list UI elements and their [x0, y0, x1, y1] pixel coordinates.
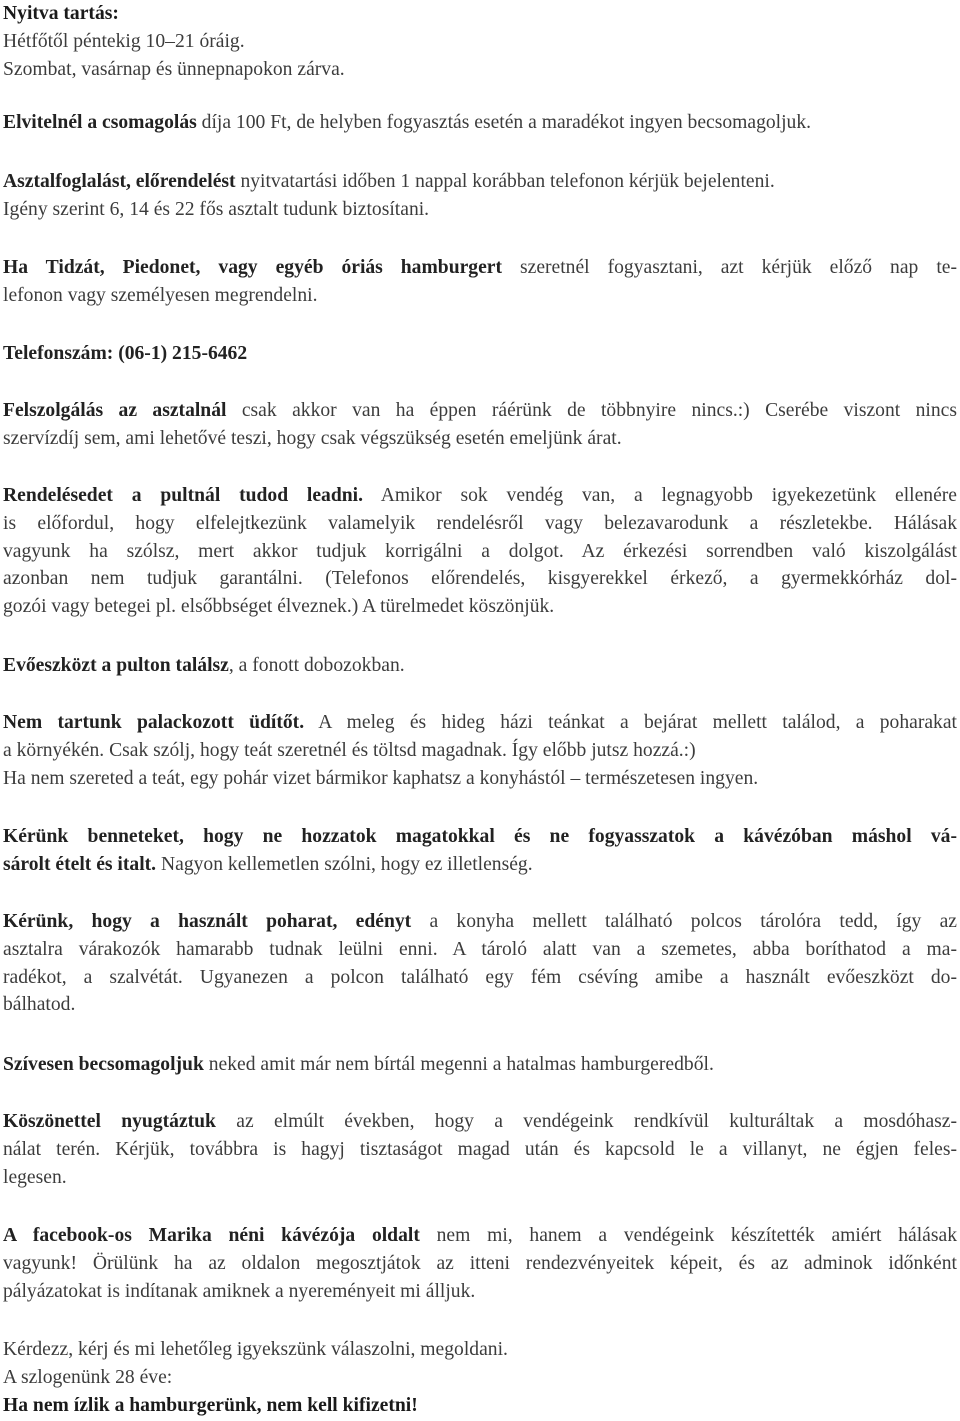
ordering-line4: azonban nem tudjuk garantálni. (Telefonos előrendelés, kisgyerekkel érkező, a gyermekkórház dol- — [3, 568, 957, 590]
drinks-bold: Nem tartunk palackozott üdítőt. — [3, 712, 305, 733]
slogan: Ha nem ízlik a hamburgerünk, nem kell kifizetni! — [3, 1394, 418, 1416]
dishes-line1: a konyha mellett található polcos tárolóra tedd, így az — [411, 911, 958, 932]
restroom-line3: legesen. — [3, 1166, 67, 1188]
outside-food-section — [3, 823, 957, 879]
dishes-section — [3, 908, 957, 1019]
packing-text: neked amit már nem bírtál megenni a hatalmas hamburgeredből. — [203, 1054, 714, 1075]
outside-food-bold-2: sárolt ételt és italt. — [3, 853, 157, 875]
dishes-line2: asztalra várakozók hamarabb tudnak leülni enni. A tároló alatt van a szemetes, abba boríthatod a ma- — [3, 938, 957, 960]
dishes-line3: radékot, a szalvétát. Ugyanezen a polcon található egy fém csévíng amibe a használt evőeszközt do- — [3, 966, 957, 988]
giant-burger-text: szeretnél fogyasztani, azt kérjük előző nap te- — [502, 257, 957, 278]
facebook-line1: nem mi, hanem a vendégeink készítették amiért hálásak — [419, 1225, 957, 1246]
opening-weekdays: Hétfőtől péntekig 10–21 óráig. — [3, 30, 245, 52]
dishes-bold: Kérünk, hogy a használt poharat, edényt — [3, 911, 412, 932]
service-bold: Felszolgálás az asztalnál — [3, 400, 227, 421]
facebook-section — [3, 1222, 957, 1305]
opening-hours-section — [3, 0, 957, 83]
restroom-bold: Köszönettel nyugtáztuk — [3, 1111, 216, 1132]
ordering-line3: vagyunk ha szólsz, mert akkor tudjuk korrigálni a dolgot. Az érkezési sorrendben való kiszolgálást — [3, 540, 957, 562]
closing-line1: Kérdezz, kérj és mi lehetőleg igyekszünk válaszolni, megoldani. — [3, 1339, 508, 1360]
outside-food-text: Nagyon kellemetlen szólni, hogy ez illetlenség. — [156, 853, 533, 875]
restroom-line2: nálat terén. Kérjük, továbbra is hagyj tisztaságot magad után és kapcsold le a villanyt, ne égjen feles- — [3, 1138, 957, 1160]
takeaway-bold: Elvitelnél a csomagolás — [3, 112, 197, 133]
cutlery-text: , a fonott dobozokban. — [228, 655, 405, 676]
giant-burger-bold: Ha Tidzát, Piedonet, vagy egyéb óriás hamburgert — [3, 257, 503, 278]
restroom-section — [3, 1108, 957, 1191]
ordering-line1: Amikor sok vendég van, a legnagyobb igyekezetünk ellenére — [363, 485, 957, 506]
service-text: csak akkor van ha éppen ráérünk de többnyire nincs.:) Cserébe viszont nincs — [226, 400, 957, 421]
cutlery-bold: Evőeszközt a pulton találsz — [3, 655, 229, 676]
drinks-line3: Ha nem szereted a teát, egy pohár vizet bármikor kaphatsz a konyhástól – természetesen ingyen. — [3, 767, 759, 789]
packing-section — [3, 1051, 957, 1079]
booking-bold: Asztalfoglalást, előrendelést — [3, 171, 236, 192]
closing-line2: A szlogenünk 28 éve: — [3, 1366, 173, 1388]
ordering-section — [3, 482, 957, 621]
booking-table-sizes: Igény szerint 6, 14 és 22 fős asztalt tudunk biztosítani. — [3, 198, 430, 220]
service-line2: szervízdíj sem, ami lehetővé teszi, hogy csak végszükség esetén emeljünk árat. — [3, 427, 622, 449]
takeaway-text: díja 100 Ft, de helyben fogyasztás esetén a maradékot ingyen becsomagoljuk. — [196, 112, 812, 133]
drinks-section — [3, 709, 957, 792]
drinks-line1: A meleg és hideg házi teánkat a bejárat mellett találod, a poharakat — [304, 712, 957, 733]
takeaway-section — [3, 109, 957, 137]
booking-text: nyitvatartási időben 1 nappal korábban telefonon kérjük bejelenteni. — [235, 171, 775, 192]
phone-number: Telefonszám: (06-1) 215-6462 — [3, 343, 248, 364]
giant-burger-section — [3, 254, 957, 310]
packing-bold: Szívesen becsomagoljuk — [3, 1054, 204, 1075]
restroom-line1: az elmúlt években, hogy a vendégeink rendkívül kulturáltak a mosdóhasz- — [215, 1111, 957, 1132]
ordering-line5: gozói vagy betegei pl. elsőbbséget élveznek.) A türelmedet köszönjük. — [3, 596, 555, 618]
opening-weekend: Szombat, vasárnap és ünnepnapokon zárva. — [3, 58, 345, 80]
ordering-bold: Rendelésedet a pultnál tudod leadni. — [3, 485, 363, 506]
dishes-line4: bálhatod. — [3, 994, 76, 1016]
opening-hours-title: Nyitva tartás: — [3, 3, 119, 24]
cutlery-section — [3, 652, 957, 680]
phone-section — [3, 340, 957, 368]
giant-burger-line2: lefonon vagy személyesen megrendelni. — [3, 284, 318, 306]
closing-section — [3, 1336, 957, 1419]
ordering-line2: is előfordul, hogy elfelejtkezünk valamelyik rendelésről vagy belezavarodunk a részletekbe. Hálásak — [3, 512, 957, 534]
facebook-bold: A facebook-os Marika néni kávézója oldalt — [3, 1225, 420, 1246]
facebook-line2: vagyunk! Örülünk ha az oldalon megosztjátok az itteni rendezvényeitek képeit, és az adminok időnként — [3, 1252, 957, 1274]
drinks-line2: a környékén. Csak szólj, hogy teát szeretnél és töltsd magadnak. Így előbb jutsz hozzá.:) — [3, 739, 696, 761]
outside-food-bold-1: Kérünk benneteket, hogy ne hozzatok magatokkal és ne fogyasszatok a kávézóban máshol vá- — [3, 826, 957, 847]
facebook-line3: pályázatokat is indítanak amiknek a nyereményeit mi álljuk. — [3, 1280, 476, 1302]
service-section — [3, 397, 957, 453]
booking-section — [3, 168, 957, 224]
